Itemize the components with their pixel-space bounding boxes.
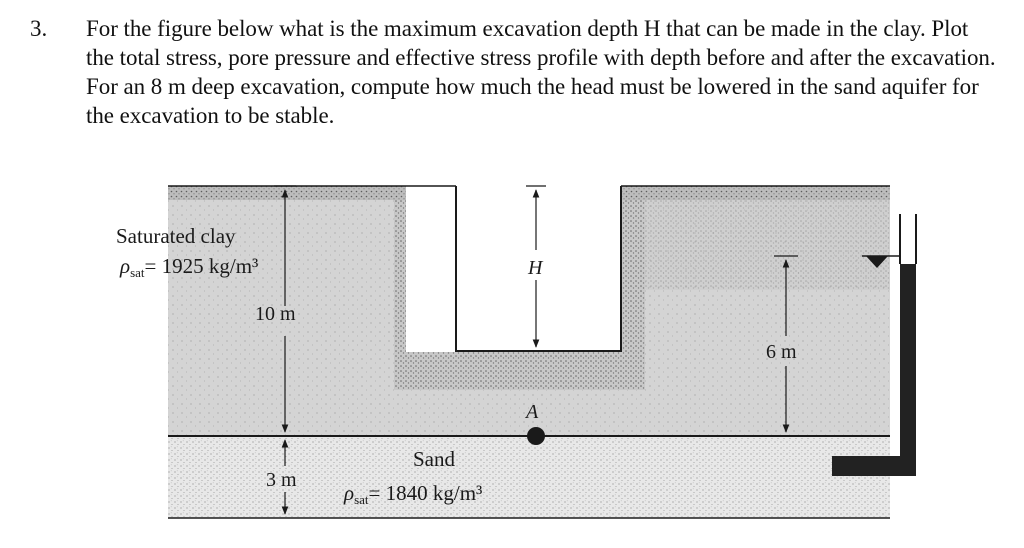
clay-top-band-right: [621, 186, 890, 200]
sand-rho-symbol: ρ: [344, 481, 355, 505]
soil-profile-diagram: [0, 140, 1024, 548]
clay-rho-subscript: sat: [130, 265, 145, 280]
sand-name-label: Sand: [413, 447, 455, 471]
clay-name-label: Saturated clay: [116, 224, 236, 248]
point-a-marker: [527, 427, 545, 445]
excavation-depth-label: H: [528, 257, 543, 279]
question-number: 3.: [30, 16, 48, 41]
point-a-label: A: [526, 401, 539, 423]
soil-profile-figure: [0, 140, 1024, 548]
piezo-height-label: 6 m: [766, 341, 797, 363]
question-block: [0, 0, 1024, 140]
piezometer-elbow: [832, 456, 916, 476]
clay-rho-symbol: ρ: [120, 254, 131, 278]
clay-right-stippled-zone: [645, 200, 890, 290]
clay-top-band-left: [168, 186, 406, 200]
clay-density-label: [119, 254, 258, 280]
sand-density-value: = 1840 kg/m³: [368, 481, 483, 505]
sand-thickness-label: 3 m: [266, 469, 297, 491]
sand-rho-subscript: sat: [354, 492, 369, 507]
piezometer-water-column: [900, 264, 916, 472]
clay-density-value: = 1925 kg/m³: [144, 254, 259, 278]
clay-thickness-label: 10 m: [255, 303, 296, 325]
question-text: For the figure below what is the maximum excavation depth H that can be made in the clay. Plot the total stress, pore pressure and effective stress profile with depth before and after the excavation. For an 8 m deep excavation, compute how much the head must be lowered in the sand aquifer for the excavation to be stable.: [86, 16, 996, 128]
